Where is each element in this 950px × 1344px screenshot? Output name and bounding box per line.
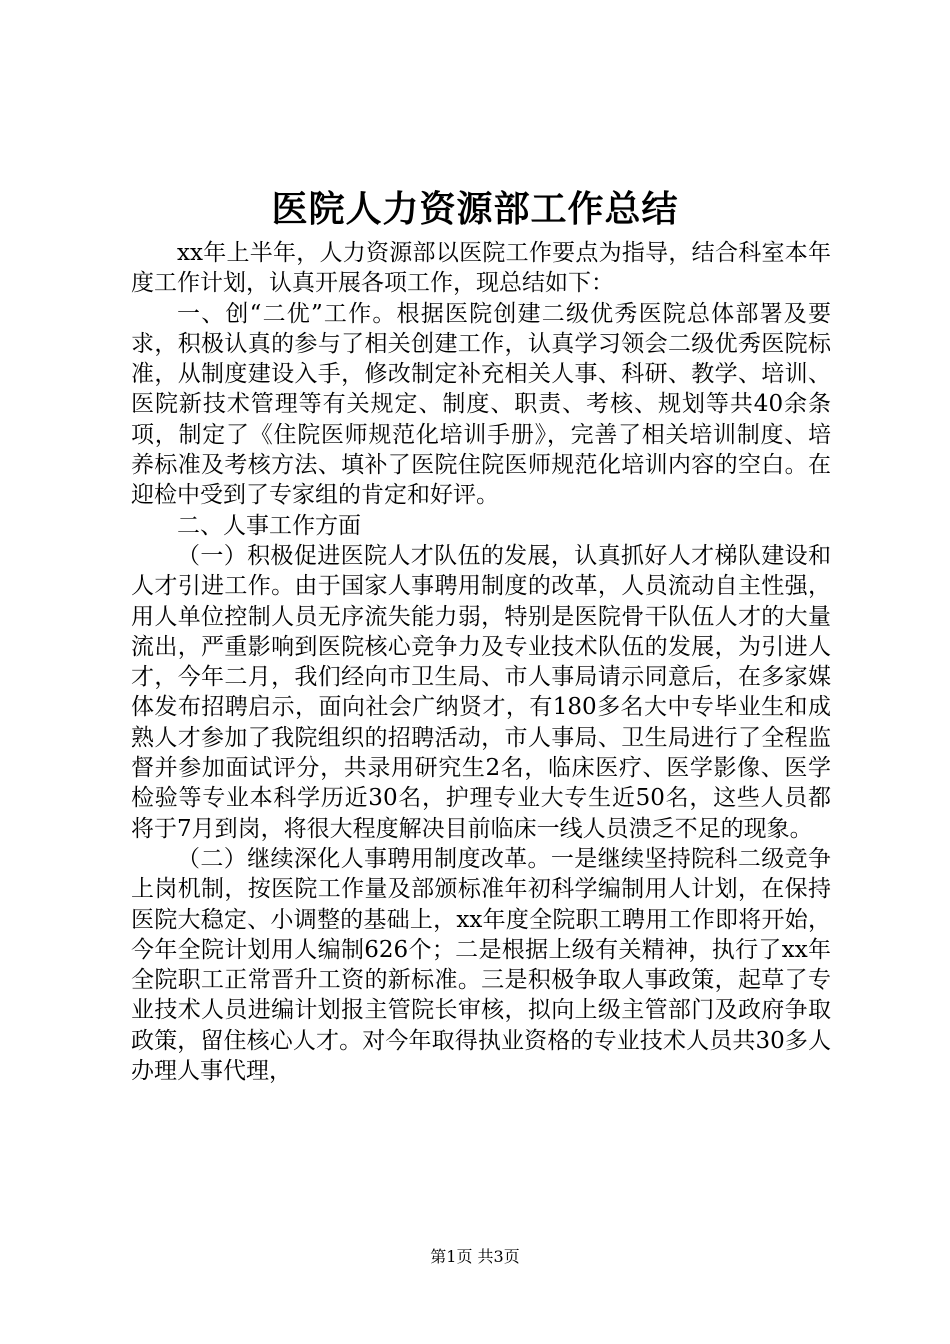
paragraph-section-two-heading: 二、人事工作方面 — [177, 512, 361, 539]
paragraph-subsection-two: （二）继续深化人事聘用制度改革。一是继续坚持院科二级竞争上岗机制，按医院工作量及部颁标准年初科学编制用人计划，在保持医院大稳定、小调整的基础上，xx年度全院职工聘用工作即将开始，今年全院计划用人编制626个；二是根据上级有关精神，执行了xx年全院职工正常晋升工资的新标准。三是积极争取人事政策，起草了专业技术人员进编计划报主管院长审核，拟向上级主管部门及政府争取政策，留住核心人才。对今年取得执业资格的专业技术人员共30多人办理人事代理， — [131, 845, 831, 1085]
page-number-footer: 第1页 共3页 — [430, 1247, 520, 1266]
document-body — [131, 238, 831, 1086]
paragraph-intro: xx年上半年，人力资源部以医院工作要点为指导，结合科室本年度工作计划，认真开展各项工作，现总结如下： — [131, 240, 831, 297]
paragraph-subsection-one: （一）积极促进医院人才队伍的发展，认真抓好人才梯队建设和人才引进工作。由于国家人事聘用制度的改革，人员流动自主性强，用人单位控制人员无序流失能力弱，特别是医院骨干队伍人才的大量流出，严重影响到医院核心竞争力及专业技术队伍的发展，为引进人才，今年二月，我们经向市卫生局、市人事局请示同意后，在多家媒体发布招聘启示，面向社会广纳贤才，有180多名大中专毕业生和成熟人才参加了我院组织的招聘活动，市人事局、卫生局进行了全程监督并参加面试评分，共录用研究生2名，临床医疗、医学影像、医学检验等专业本科学历近30名，护理专业大专生近50名，这些人员都将于7月到岗，将很大程度解决目前临床一线人员溃乏不足的现象。 — [131, 542, 831, 842]
paragraph-section-one: 一、创“二优”工作。根据医院创建二级优秀医院总体部署及要求，积极认真的参与了相关创建工作，认真学习领会二级优秀医院标准，从制度建设入手，修改制定补充相关人事、科研、教学、培训、医院新技术管理等有关规定、制度、职责、考核、规划等共40余条项，制定了《住院医师规范化培训手册》，完善了相关培训制度、培养标准及考核方法、填补了医院住院医师规范化培训内容的空白。在迎检中受到了专家组的肯定和好评。 — [131, 300, 831, 509]
document-title: 医院人力资源部工作总结 — [271, 188, 679, 230]
